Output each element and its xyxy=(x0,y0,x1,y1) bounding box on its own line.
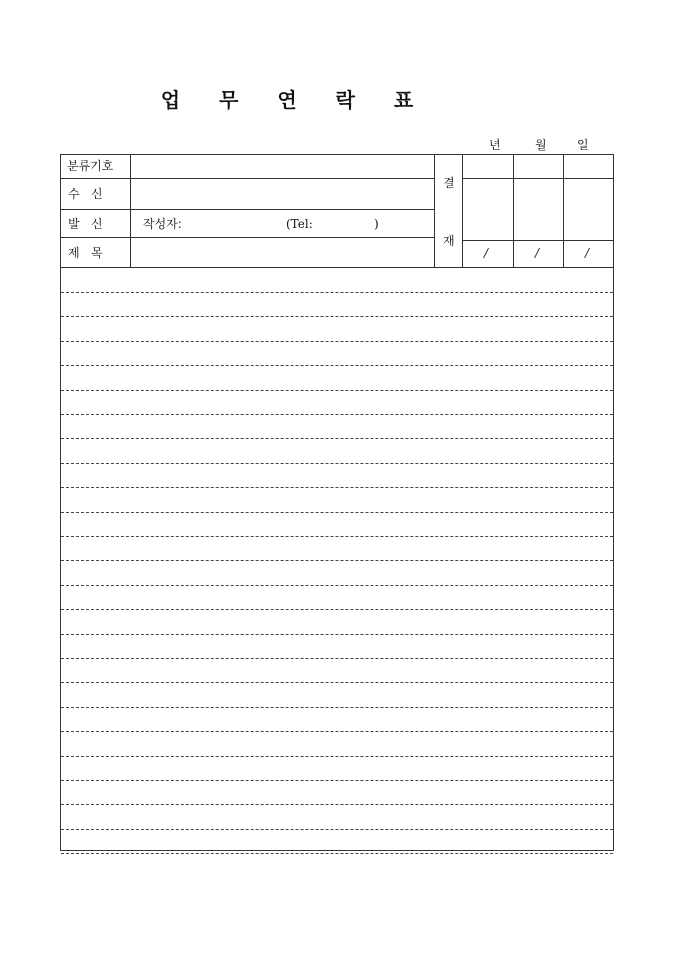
ruled-line xyxy=(61,658,613,659)
ruled-line xyxy=(61,341,613,342)
recipient-field[interactable] xyxy=(131,179,433,208)
approval-left-divider xyxy=(434,154,435,267)
ruled-line xyxy=(61,438,613,439)
approval-label-bottom: 재 xyxy=(443,234,455,248)
ruled-line xyxy=(61,487,613,488)
tel-label: (Tel: xyxy=(286,217,313,231)
ruled-line xyxy=(61,804,613,805)
category-label: 분류기호 xyxy=(67,159,114,173)
subject-label: 제 목 xyxy=(68,246,103,260)
ruled-line xyxy=(61,536,613,537)
ruled-line xyxy=(61,682,613,683)
recipient-label: 수 신 xyxy=(68,187,103,201)
subject-field[interactable] xyxy=(131,238,433,266)
sender-label: 발 신 xyxy=(68,217,103,231)
ruled-line xyxy=(61,512,613,513)
ruled-line xyxy=(61,560,613,561)
ruled-line xyxy=(61,463,613,464)
ruled-line xyxy=(61,634,613,635)
approval-signature-cell[interactable] xyxy=(514,179,562,239)
approval-date-slash: / xyxy=(585,246,590,260)
ruled-line xyxy=(61,390,613,391)
category-field[interactable] xyxy=(131,155,433,177)
ruled-line xyxy=(61,829,613,830)
year-label: 년 xyxy=(489,138,501,152)
ruled-line xyxy=(61,414,613,415)
ruled-line xyxy=(61,756,613,757)
month-label: 월 xyxy=(535,138,547,152)
ruled-line xyxy=(61,731,613,732)
approval-row-divider xyxy=(462,240,614,241)
ruled-line xyxy=(61,707,613,708)
sender-field[interactable] xyxy=(131,210,433,236)
ruled-line xyxy=(61,585,613,586)
ruled-line xyxy=(61,609,613,610)
author-label: 작성자: xyxy=(143,217,182,231)
ruled-line xyxy=(61,780,613,781)
ruled-line xyxy=(61,365,613,366)
tel-close-paren: ) xyxy=(374,217,379,231)
day-label: 일 xyxy=(577,138,589,152)
ruled-line xyxy=(61,316,613,317)
ruled-line xyxy=(61,853,613,854)
approval-label-top: 결 xyxy=(443,176,455,190)
approval-signature-cell[interactable] xyxy=(564,179,613,239)
approval-signature-cell[interactable] xyxy=(463,179,512,239)
approval-date-slash: / xyxy=(535,246,540,260)
approval-date-slash: / xyxy=(484,246,489,260)
document-title: 업 무 연 락 표 xyxy=(160,88,430,112)
ruled-line xyxy=(61,292,613,293)
header-bottom-divider xyxy=(60,267,614,268)
